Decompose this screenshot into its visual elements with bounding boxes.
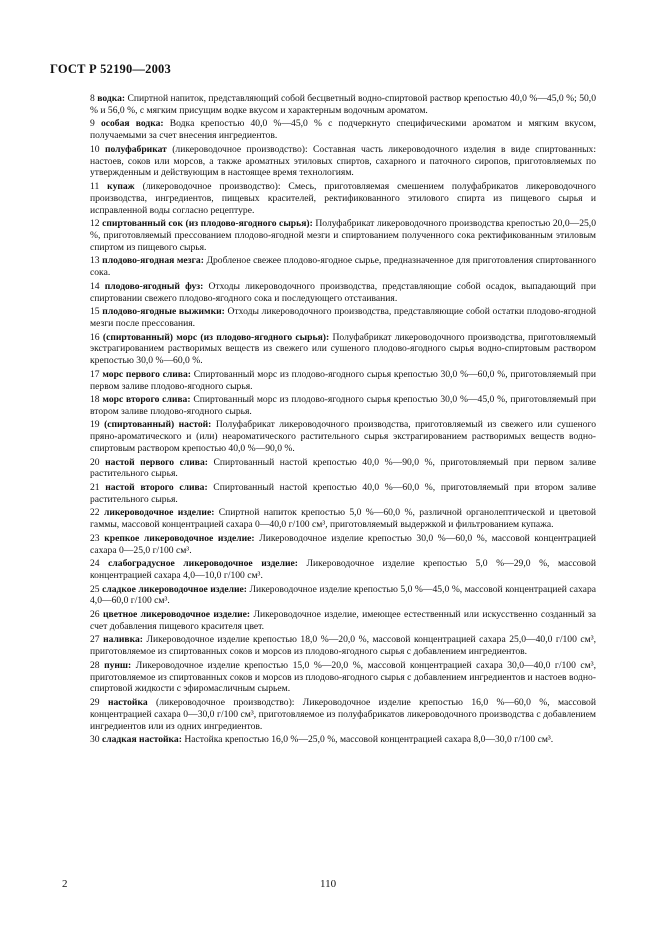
- entry-term: водка:: [97, 93, 126, 104]
- entry-number: 15: [90, 306, 100, 318]
- definition-entry: [90, 419, 596, 454]
- entry-number: 11: [90, 180, 100, 192]
- definition-entry: [90, 255, 596, 279]
- entry-term: купаж: [107, 180, 135, 192]
- entry-text: (ликероводочное производство): Ликероводочное изделие крепостью 16,0 %—60,0 %, массовой концентрацией сахара 0—30,0 г/100 см³, приготовляемое из полуфабрикатов ликероводочного производства с добавлением ингредиентов или из одних ингредиентов.: [90, 696, 596, 732]
- entry-text: Ликероводочное изделие, имеющее естественный или искусственно созданный за счет добавления пищевого красителя цвет.: [90, 609, 597, 632]
- entry-number: 10: [90, 143, 100, 155]
- entry-text: Спиртованный морс из плодово-ягодного сырья крепостью 30,0 %—60,0 %, приготовляемый при первом заливе плодово-ягодного сырья.: [90, 368, 596, 392]
- entry-number: 22: [90, 507, 100, 519]
- entry-text: Настойка крепостью 16,0 %—25,0 %, массовой концентрацией сахара 8,0—30,0 г/100 см³.: [181, 734, 554, 746]
- definition-entry: [90, 181, 596, 216]
- entry-term: крепкое ликероводочное изделие:: [104, 532, 255, 544]
- entry-number: 14: [90, 280, 100, 292]
- entry-text: Ликероводочное изделие крепостью 5,0 %—29,0 %, массовой концентрацией сахара 4,0—10,0 г/100 см³.: [90, 558, 596, 582]
- entry-text: Ликероводочное изделие крепостью 30,0 %—60,0 %, массовой концентрацией сахара 0—25,0 г/100 см³.: [90, 532, 597, 556]
- entry-term: цветное ликероводочное изделие:: [102, 609, 251, 621]
- entry-text: Ликероводочное изделие крепостью 15,0 %—20,0 %, массовой концентрацией сахара 30,0—40,0 г/100 см³, приготовляемое из спиртованных соков и морсов из плодово-ягодного сырья с добавлением ингредиентов и настоев водно-спиртовой жидкости с эфиромасличным сырьем.: [90, 659, 596, 695]
- definition-entry: [90, 306, 596, 330]
- definition-entry: [90, 332, 596, 367]
- entry-term: плодово-ягодные выжимки:: [102, 306, 225, 318]
- entry-term: спиртованный сок (из плодово-ягодного сырья):: [102, 218, 313, 230]
- entry-text: Ликероводочное изделие крепостью 5,0 %—45,0 %, массовой концентрацией сахара 4,0—60,0 г/100 см³.: [90, 583, 596, 607]
- entry-text: Отходы ликероводочного производства, представляющие собой остатки плодово-ягодной мезги после прессования.: [90, 306, 597, 329]
- entry-term: морс второго слива:: [102, 394, 191, 406]
- entry-number: 21: [90, 482, 100, 494]
- definition-entry: [90, 584, 596, 608]
- entry-term: плодово-ягодный фуз:: [104, 280, 204, 292]
- entry-term: слабоградусное ликероводочное изделие:: [108, 558, 298, 570]
- entry-number: 12: [90, 218, 100, 230]
- page-number: 2: [62, 878, 68, 890]
- document-header: ГОСТ Р 52190—2003: [50, 62, 171, 76]
- definition-entry: [90, 609, 596, 633]
- entry-text: (ликероводочное производство): Смесь, приготовляемая смешением полуфабрикатов ликероводочного производства, ингредиентов, пищевых красителей, ректификованного этилового спирта из пищевого сырья и исправленной воды согласно рецептуре.: [90, 180, 596, 216]
- entry-number: 13: [90, 255, 100, 267]
- definition-entry: [90, 634, 596, 658]
- entry-number: 27: [90, 634, 100, 646]
- entry-text: Спиртной напиток крепостью 5,0 %—60,0 %, различной органолептической и цветовой гаммы, массовой концентрацией сахара 0—40,0 г/100 см³, приготовляемый выдержкой и фильтрованием купажа.: [90, 507, 597, 531]
- entry-term: (спиртованный) морс (из плодово-ягодного сырья):: [102, 331, 330, 343]
- entry-number: 30: [90, 734, 100, 746]
- entry-text: Спиртованный настой крепостью 40,0 %—60,0 %, приготовляемый при втором заливе растительного сырья.: [90, 482, 596, 505]
- entry-text: Полуфабрикат ликероводочного производства, приготовляемый экстрагированием растворимых веществ из свежего или сушеного плодово-ягодного сырья водно-спиртовым раствором крепостью 30,0 %—60,0 %.: [90, 331, 596, 367]
- entry-term: настойка: [107, 696, 148, 708]
- entry-term: настой второго слива:: [105, 482, 208, 494]
- entry-number: 20: [90, 456, 100, 468]
- definition-entry: [90, 697, 596, 732]
- entry-text: Полуфабрикат ликероводочного производства крепостью 20,0—25,0 %, приготовляемый прессованием плодово-ягодной мезги и спиртованием полученного сока ректификованным этиловым спиртом из пищевого сырья.: [90, 218, 596, 253]
- entry-term: полуфабрикат: [104, 143, 167, 155]
- entry-number: 23: [90, 532, 100, 544]
- entry-text: Спиртованный настой крепостью 40,0 %—90,0 %, приготовляемый при первом заливе растительного сырья.: [90, 456, 596, 480]
- definition-entry: [90, 394, 596, 418]
- definition-entry: [90, 218, 596, 253]
- definition-entry: [90, 533, 596, 557]
- entry-text: Отходы ликероводочного производства, представляющие собой осадок, выпадающий при спиртовании свежего плодово-ягодного сока и последующего отстаивания.: [90, 280, 596, 304]
- definition-entry: [90, 369, 596, 393]
- definition-entry: [90, 457, 596, 481]
- definition-entry: [90, 482, 596, 506]
- entry-number: 26: [90, 609, 100, 621]
- entry-number: 17: [90, 368, 100, 380]
- entry-term: ликероводочное изделие:: [103, 507, 215, 519]
- entry-number: 18: [90, 394, 100, 406]
- entry-text: Полуфабрикат ликероводочного производства, приготовляемый из свежего или сушеного пряно-ароматического и (или) неароматического растительного сырья экстрагированием растворимых веществ водно-спиртовым раствором крепостью 40,0 %—90,0 %.: [90, 419, 596, 455]
- entry-number: 9: [90, 118, 95, 130]
- entry-term: наливка:: [103, 634, 143, 646]
- entry-term: настой первого слива:: [105, 456, 208, 468]
- definition-entry: [90, 118, 596, 142]
- definition-entry: [90, 660, 596, 695]
- definitions-list: [90, 93, 596, 748]
- entry-text: Ликероводочное изделие крепостью 18,0 %—20,0 %, массовой концентрацией сахара 25,0—40,0 г/100 см³, приготовляемое из спиртованных соков и морсов из плодово-ягодного сырья с добавлением ингредиентов.: [90, 634, 596, 658]
- entry-term: сладкая настойка:: [102, 734, 182, 746]
- entry-number: 24: [90, 558, 100, 570]
- definition-entry: [90, 507, 596, 531]
- entry-text: (ликероводочное производство): Составная часть ликероводочного изделия в виде спиртованных: настоев, соков или морсов, а также ароматных этиловых спиртов, сахарного и паточного сиропов, приготовляемых по утвержденным и действующим в настоящее время технологиям.: [90, 143, 596, 179]
- entry-number: 28: [90, 659, 100, 671]
- sheet-number: 110: [320, 878, 337, 890]
- definition-entry: [90, 281, 596, 305]
- definition-entry: [90, 144, 596, 179]
- entry-term: плодово-ягодная мезга:: [102, 255, 204, 267]
- entry-term: морс первого слива:: [102, 368, 191, 380]
- entry-term: особая водка:: [100, 118, 164, 130]
- entry-number: 29: [90, 696, 100, 708]
- entry-term: сладкое ликероводочное изделие:: [102, 583, 247, 595]
- entry-number: 8: [90, 93, 95, 104]
- definition-entry: [90, 93, 596, 117]
- definition-entry: [90, 734, 596, 746]
- entry-text: Дробленое свежее плодово-ягодное сырье, предназначенное для приготовления спиртованного сока.: [90, 255, 596, 279]
- entry-term: (спиртованный) настой:: [104, 419, 212, 431]
- definition-entry: [90, 558, 596, 582]
- entry-term: пунш:: [104, 659, 132, 671]
- entry-text: Водка крепостью 40,0 %—45,0 % с подчеркнуто специфическими ароматом и мягким вкусом, получаемыми за счет внесения ингредиентов.: [90, 118, 596, 142]
- entry-number: 25: [90, 583, 100, 595]
- entry-number: 16: [90, 331, 100, 343]
- entry-number: 19: [90, 419, 100, 431]
- entry-text: Спиртованный морс из плодово-ягодного сырья крепостью 30,0 %—45,0 %, приготовляемый при втором заливе плодово-ягодного сырья.: [90, 394, 597, 417]
- entry-text: Спиртной напиток, представляющий собой бесцветный водно-спиртовой раствор крепостью 40,0 %—45,0 %; 50,0 % и 56,0 %, с мягким присущим водке вкусом и характерным водочным ароматом.: [90, 93, 596, 116]
